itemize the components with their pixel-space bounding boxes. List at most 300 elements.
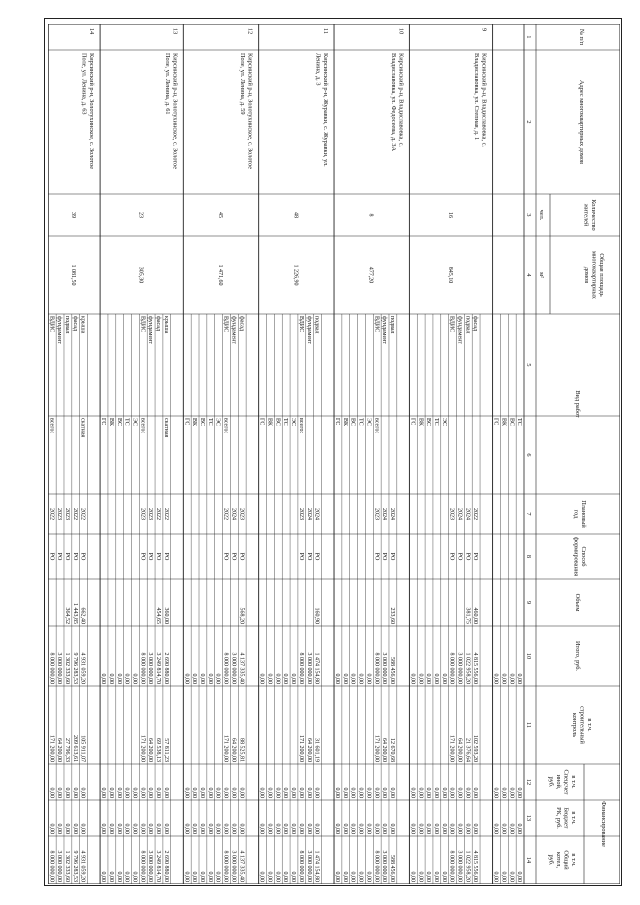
building-residents: 8 — [367, 213, 374, 217]
row-fin-budget: 0,00 — [131, 823, 138, 834]
row-code: ЭС — [440, 418, 447, 426]
row-method: РО — [63, 552, 70, 561]
row-total: 3 000 000,00 — [381, 652, 388, 684]
header-financing: Финансирование — [600, 801, 607, 847]
row-fin-own: 0,00 — [508, 787, 515, 798]
row-fin-budget: 0,00 — [206, 823, 213, 834]
building-address: Кирсинский р-н, Золотухинское, с. Золотое — [88, 53, 96, 170]
row-code: ГС — [183, 418, 190, 426]
row-total: 0,00 — [206, 673, 213, 684]
row-total: 0,00 — [131, 673, 138, 684]
row-control: 171 200,00 — [297, 735, 304, 762]
row-code: ВС — [425, 418, 432, 427]
row-fin-budget: 0,00 — [282, 823, 289, 834]
row-year: 2024 — [313, 508, 320, 520]
row-fin-budget: 0,00 — [516, 823, 523, 834]
row-total: 0,00 — [214, 673, 221, 684]
building-address: Поле, ул. Ленина, д. 59 — [239, 53, 247, 115]
row-fin-own: 0,00 — [305, 787, 312, 798]
row-method: РО — [230, 552, 237, 561]
row-code: ВК — [341, 418, 348, 427]
header-fin-common: котел, — [555, 851, 562, 869]
row-control: 21 376,64 — [464, 738, 471, 762]
header-fin-own: Спецсчет — [562, 769, 570, 795]
row-year: 2024 — [230, 508, 237, 520]
row-code: ТС — [516, 418, 523, 426]
row-fin-own: 0,00 — [123, 787, 130, 798]
row-fin-own: 0,00 — [139, 787, 146, 798]
row-fin-budget: 0,00 — [381, 823, 388, 834]
row-total: 3 000 000,00 — [56, 652, 63, 684]
header-fin-own: иной, — [555, 774, 562, 790]
row-total: 0,00 — [266, 673, 273, 684]
row-work: ВДИС — [139, 316, 146, 333]
row-fin-common: 9 796 283,53 — [71, 850, 78, 882]
building-area: 845,10 — [446, 266, 453, 284]
header-fin-budget: РК, руб. — [555, 807, 562, 829]
row-code: ГС — [409, 418, 416, 426]
header-area: многоквартирных — [590, 251, 598, 299]
row-fin-budget: 0,00 — [183, 823, 190, 834]
row-fin-budget: 0,00 — [48, 823, 55, 834]
row-fin-budget: 0,00 — [63, 823, 70, 834]
header-fin-own: руб. — [547, 776, 555, 788]
header-year: Плановый — [580, 500, 587, 528]
row-volume: 568,20 — [238, 607, 245, 624]
row-fin-common: 0,00 — [115, 871, 122, 882]
row-fin-common: 588 456,00 — [388, 855, 395, 882]
row-year: 2024 — [456, 508, 463, 520]
row-year: 2024 — [305, 508, 312, 520]
header-method: Способ — [580, 546, 587, 567]
row-fin-own: 0,00 — [516, 787, 523, 798]
row-control: 69 538,13 — [155, 738, 162, 762]
row-control: 171 200,00 — [373, 735, 380, 762]
column-number: 14 — [525, 856, 532, 864]
row-fin-common: 3 000 000,00 — [456, 850, 463, 882]
row-method: РО — [313, 552, 320, 561]
row-total: 0,00 — [115, 673, 122, 684]
row-fin-own: 0,00 — [334, 787, 341, 798]
row-fin-budget: 0,00 — [147, 823, 154, 834]
row-work: фасад — [155, 316, 162, 332]
row-fin-own: 0,00 — [313, 787, 320, 798]
header-fin-common: в т.ч. — [570, 853, 577, 867]
row-fin-budget: 0,00 — [290, 823, 297, 834]
row-fin-budget: 0,00 — [56, 823, 63, 834]
row-code: ТС — [123, 418, 130, 426]
row-total: 0,00 — [191, 673, 198, 684]
building-residents: 48 — [292, 212, 299, 218]
row-fin-budget: 0,00 — [305, 823, 312, 834]
row-fin-own: 0,00 — [417, 787, 424, 798]
row-year: 2023 — [297, 508, 304, 520]
row-fin-common: 0,00 — [107, 871, 114, 882]
building-address: Кирсинский р-н, Владиславовка, с. — [480, 53, 488, 147]
building-address: Ленина, д. 3 — [314, 53, 322, 86]
building-number: 14 — [88, 28, 96, 35]
building-area: 477,20 — [367, 266, 374, 284]
row-total: 0,00 — [516, 673, 523, 684]
row-fin-budget: 0,00 — [448, 823, 455, 834]
row-work: ВДИС — [297, 316, 304, 333]
header-control: в т.ч. — [586, 718, 593, 732]
row-code: всего: — [139, 418, 146, 434]
column-number: 12 — [525, 778, 532, 786]
row-total: 0,00 — [334, 673, 341, 684]
row-code: ВС — [199, 418, 206, 427]
row-fin-common: 0,00 — [425, 871, 432, 882]
row-total: 0,00 — [432, 673, 439, 684]
column-number: 1 — [525, 35, 532, 39]
row-fin-own: 0,00 — [56, 787, 63, 798]
row-code: скатная — [162, 418, 169, 438]
row-fin-common: 0,00 — [341, 871, 348, 882]
row-total: 8 000 000,00 — [139, 652, 146, 684]
row-year: 2023 — [373, 508, 380, 520]
building-area: 305,30 — [137, 266, 144, 284]
row-year: 2023 — [238, 508, 245, 520]
row-fin-budget: 0,00 — [313, 823, 320, 834]
row-year: 2024 — [388, 508, 395, 520]
row-fin-own: 0,00 — [155, 787, 162, 798]
row-fin-budget: 0,00 — [230, 823, 237, 834]
row-fin-common: 0,00 — [131, 871, 138, 882]
header-area: домов — [583, 266, 590, 284]
row-total: 9 796 283,53 — [71, 652, 78, 684]
row-volume: 460,00 — [472, 607, 479, 624]
row-fin-common: 1 302 333,60 — [63, 850, 70, 882]
row-control: 27 796,33 — [63, 738, 70, 762]
row-fin-own: 0,00 — [258, 787, 265, 798]
row-code: ЭС — [131, 418, 138, 426]
row-fin-budget: 0,00 — [388, 823, 395, 834]
row-fin-budget: 0,00 — [365, 823, 372, 834]
building-number: 9 — [480, 28, 488, 32]
column-number: 3 — [525, 213, 532, 217]
row-fin-common: 0,00 — [440, 871, 447, 882]
row-control: 171 200,00 — [48, 735, 55, 762]
row-work: фасад — [472, 316, 479, 332]
row-control: 88 525,81 — [238, 738, 245, 762]
row-fin-common: 0,00 — [123, 871, 130, 882]
row-work: подвал — [388, 316, 395, 334]
row-code: ВК — [417, 418, 424, 427]
row-fin-budget: 0,00 — [107, 823, 114, 834]
header-work: Вид работ — [574, 390, 581, 418]
row-code: всего: — [48, 418, 55, 434]
building-area: 1 471,60 — [216, 264, 223, 286]
row-total: 0,00 — [440, 673, 447, 684]
row-fin-budget: 0,00 — [297, 823, 304, 834]
row-control: 64 200,00 — [56, 738, 63, 762]
row-method: РО — [139, 552, 146, 561]
row-year: 2022 — [162, 508, 169, 520]
row-total: 1 474 154,80 — [313, 652, 320, 684]
row-method: РО — [48, 552, 55, 561]
building-address: Кирсинский р-н, Владиславовка, с. — [397, 53, 405, 147]
row-fin-budget: 0,00 — [71, 823, 78, 834]
row-fin-common: 8 000 000,00 — [448, 850, 455, 882]
row-total: 2 690 880,00 — [162, 652, 169, 684]
row-total: 0,00 — [357, 673, 364, 684]
row-total: 4 815 556,00 — [472, 652, 479, 684]
row-total: 8 000 000,00 — [448, 652, 455, 684]
row-fin-own: 0,00 — [48, 787, 55, 798]
row-fin-common: 8 000 000,00 — [139, 850, 146, 882]
row-method: РО — [472, 552, 479, 561]
row-code: ТС — [432, 418, 439, 426]
row-work: ВДИС — [222, 316, 229, 333]
row-year: 2022 — [155, 508, 162, 520]
column-number: 6 — [525, 453, 532, 457]
row-volume: 381,75 — [464, 607, 471, 624]
row-fin-common: 3 000 000,00 — [230, 850, 237, 882]
rotated-table — [48, 24, 620, 884]
row-fin-own: 0,00 — [432, 787, 439, 798]
header-fin-own: в т.ч. — [570, 775, 577, 789]
row-control: 64 200,00 — [456, 738, 463, 762]
row-fin-own: 0,00 — [79, 787, 86, 798]
row-fin-common: 4 815 556,00 — [472, 850, 479, 882]
row-control: 12 670,68 — [388, 738, 395, 762]
row-year: 2023 — [139, 508, 146, 520]
row-fin-common: 0,00 — [266, 871, 273, 882]
row-method: РО — [373, 552, 380, 561]
row-method: РО — [147, 552, 154, 561]
row-total: 0,00 — [349, 673, 356, 684]
row-fin-budget: 0,00 — [222, 823, 229, 834]
row-total: 4 931 059,20 — [79, 652, 86, 684]
row-code: ВК — [107, 418, 114, 427]
column-number: 4 — [525, 273, 532, 277]
building-address: Кирсинский р-н, Золотухинское, с. Золотое — [171, 53, 179, 170]
row-fin-own: 0,00 — [425, 787, 432, 798]
column-number: 11 — [525, 721, 532, 729]
row-fin-own: 0,00 — [206, 787, 213, 798]
row-total: 0,00 — [123, 673, 130, 684]
row-control: 64 200,00 — [305, 738, 312, 762]
row-fin-own: 0,00 — [147, 787, 154, 798]
row-fin-budget: 0,00 — [440, 823, 447, 834]
header-control: строительный — [578, 706, 586, 744]
row-code: ВК — [266, 418, 273, 427]
row-fin-budget: 0,00 — [425, 823, 432, 834]
row-work: фундамент — [381, 316, 388, 344]
row-fin-common: 8 000 000,00 — [297, 850, 304, 882]
row-total: 0,00 — [274, 673, 281, 684]
row-method: РО — [297, 552, 304, 561]
row-fin-common: 0,00 — [500, 871, 507, 882]
row-fin-budget: 0,00 — [100, 823, 107, 834]
row-fin-own: 0,00 — [341, 787, 348, 798]
column-number: 8 — [525, 554, 532, 559]
building-address: Поле, ул. Ленина, д. 61 — [163, 53, 171, 115]
row-fin-budget: 0,00 — [214, 823, 221, 834]
row-fin-own: 0,00 — [440, 787, 447, 798]
row-fin-budget: 0,00 — [472, 823, 479, 834]
row-code: всего: — [297, 418, 304, 434]
row-code: ВС — [115, 418, 122, 427]
row-total: 0,00 — [500, 673, 507, 684]
row-control: 171 200,00 — [139, 735, 146, 762]
row-fin-common: 2 690 880,00 — [162, 850, 169, 882]
row-code: скатная — [79, 418, 86, 438]
row-fin-budget: 0,00 — [464, 823, 471, 834]
row-fin-common: 0,00 — [365, 871, 372, 882]
row-control: 105 911,07 — [79, 735, 86, 762]
header-volume: Объем — [574, 593, 581, 612]
row-fin-own: 0,00 — [266, 787, 273, 798]
row-fin-own: 0,00 — [214, 787, 221, 798]
row-total: 3 000 000,00 — [456, 652, 463, 684]
column-number: 2 — [525, 120, 532, 124]
row-fin-own: 0,00 — [100, 787, 107, 798]
row-fin-common: 4 137 335,40 — [238, 850, 245, 882]
row-total: 0,00 — [258, 673, 265, 684]
row-fin-budget: 0,00 — [341, 823, 348, 834]
row-fin-own: 0,00 — [290, 787, 297, 798]
building-address: Кирсинский р-н, Журавки, с. Журавки, ул. — [322, 53, 330, 167]
row-code: ТС — [206, 418, 213, 426]
row-method: РО — [464, 552, 471, 561]
row-method: РО — [222, 552, 229, 561]
row-work: ВДИС — [448, 316, 455, 333]
row-work: фасад — [71, 316, 78, 332]
row-fin-own: 0,00 — [357, 787, 364, 798]
row-control: 64 200,00 — [147, 738, 154, 762]
row-fin-budget: 0,00 — [334, 823, 341, 834]
row-year: 2023 — [147, 508, 154, 520]
row-fin-own: 0,00 — [492, 787, 499, 798]
row-code: ВК — [500, 418, 507, 427]
row-fin-budget: 0,00 — [432, 823, 439, 834]
row-control: 64 200,00 — [230, 738, 237, 762]
row-fin-common: 0,00 — [274, 871, 281, 882]
header-no: № п/п — [578, 28, 585, 46]
row-fin-common: 3 000 000,00 — [147, 850, 154, 882]
row-fin-budget: 0,00 — [492, 823, 499, 834]
row-fin-common: 0,00 — [432, 871, 439, 882]
row-fin-own: 0,00 — [472, 787, 479, 798]
row-fin-own: 0,00 — [388, 787, 395, 798]
row-fin-common: 0,00 — [100, 871, 107, 882]
building-number: 12 — [246, 28, 254, 35]
row-fin-budget: 0,00 — [123, 823, 130, 834]
row-code: ВК — [191, 418, 198, 427]
row-code: ГС — [334, 418, 341, 426]
building-residents: 39 — [70, 212, 77, 218]
row-code: ТС — [282, 418, 289, 426]
row-volume: 160,90 — [313, 607, 320, 624]
building-address: Поле, ул. Ленина, д. 63 — [80, 53, 88, 115]
row-fin-common: 0,00 — [492, 871, 499, 882]
row-fin-common: 0,00 — [508, 871, 515, 882]
row-work: фундамент — [456, 316, 463, 344]
row-fin-common: 8 000 000,00 — [222, 850, 229, 882]
row-fin-common: 0,00 — [516, 871, 523, 882]
row-fin-own: 0,00 — [131, 787, 138, 798]
row-fin-own: 0,00 — [63, 787, 70, 798]
row-total: 0,00 — [341, 673, 348, 684]
row-fin-budget: 0,00 — [266, 823, 273, 834]
row-fin-common: 0,00 — [183, 871, 190, 882]
row-fin-budget: 0,00 — [409, 823, 416, 834]
header-residents: Количество — [590, 199, 597, 231]
row-total: 0,00 — [107, 673, 114, 684]
row-work: фундамент — [230, 316, 237, 344]
row-method: РО — [56, 552, 63, 561]
header-area: Общая площадь — [598, 253, 605, 297]
row-control: 64 200,00 — [381, 738, 388, 762]
row-fin-common: 0,00 — [191, 871, 198, 882]
row-code: ЭС — [214, 418, 221, 426]
row-method: РО — [162, 552, 169, 561]
header-control: контроль — [571, 712, 578, 738]
building-number: 10 — [397, 28, 405, 35]
header-fin-budget: в т.ч. — [570, 811, 577, 825]
row-fin-common: 3 000 000,00 — [305, 850, 312, 882]
row-total: 3 000 000,00 — [230, 652, 237, 684]
row-total: 0,00 — [100, 673, 107, 684]
row-fin-budget: 0,00 — [258, 823, 265, 834]
row-work: ВДИС — [48, 316, 55, 333]
row-fin-budget: 0,00 — [238, 823, 245, 834]
row-fin-budget: 0,00 — [373, 823, 380, 834]
header-total: Итого, руб. — [574, 641, 581, 671]
row-year: 2023 — [56, 508, 63, 520]
row-volume: 233,60 — [388, 607, 395, 624]
row-fin-common: 0,00 — [290, 871, 297, 882]
row-fin-budget: 0,00 — [162, 823, 169, 834]
row-code: ГС — [492, 418, 499, 426]
building-area: 1 226,90 — [292, 264, 299, 286]
row-year: 2024 — [464, 508, 471, 520]
row-fin-common: 3 000 000,00 — [381, 850, 388, 882]
header-address: Адрес многоквартирных домов — [578, 79, 585, 165]
row-fin-budget: 0,00 — [139, 823, 146, 834]
row-year: 2024 — [381, 508, 388, 520]
row-fin-common: 3 000 000,00 — [56, 850, 63, 882]
row-total: 3 000 000,00 — [147, 652, 154, 684]
row-total: 0,00 — [492, 673, 499, 684]
row-fin-budget: 0,00 — [155, 823, 162, 834]
row-fin-own: 0,00 — [230, 787, 237, 798]
row-year: 2022 — [48, 508, 55, 520]
row-fin-own: 0,00 — [373, 787, 380, 798]
row-fin-common: 0,00 — [199, 871, 206, 882]
row-fin-common: 0,00 — [357, 871, 364, 882]
row-fin-common: 1 022 958,20 — [464, 850, 471, 882]
row-work: фундамент — [56, 316, 63, 344]
row-fin-own: 0,00 — [365, 787, 372, 798]
row-method: РО — [238, 552, 245, 561]
row-fin-common: 0,00 — [282, 871, 289, 882]
row-fin-common: 0,00 — [206, 871, 213, 882]
row-fin-common: 0,00 — [334, 871, 341, 882]
row-fin-budget: 0,00 — [456, 823, 463, 834]
row-fin-own: 0,00 — [500, 787, 507, 798]
row-fin-budget: 0,00 — [500, 823, 507, 834]
row-method: РО — [79, 552, 86, 561]
row-fin-budget: 0,00 — [199, 823, 206, 834]
row-fin-own: 0,00 — [162, 787, 169, 798]
row-fin-common: 1 474 154,80 — [313, 850, 320, 882]
row-work: подвал — [63, 316, 70, 334]
row-fin-own: 0,00 — [238, 787, 245, 798]
row-work: фундамент — [147, 316, 154, 344]
row-fin-budget: 0,00 — [349, 823, 356, 834]
